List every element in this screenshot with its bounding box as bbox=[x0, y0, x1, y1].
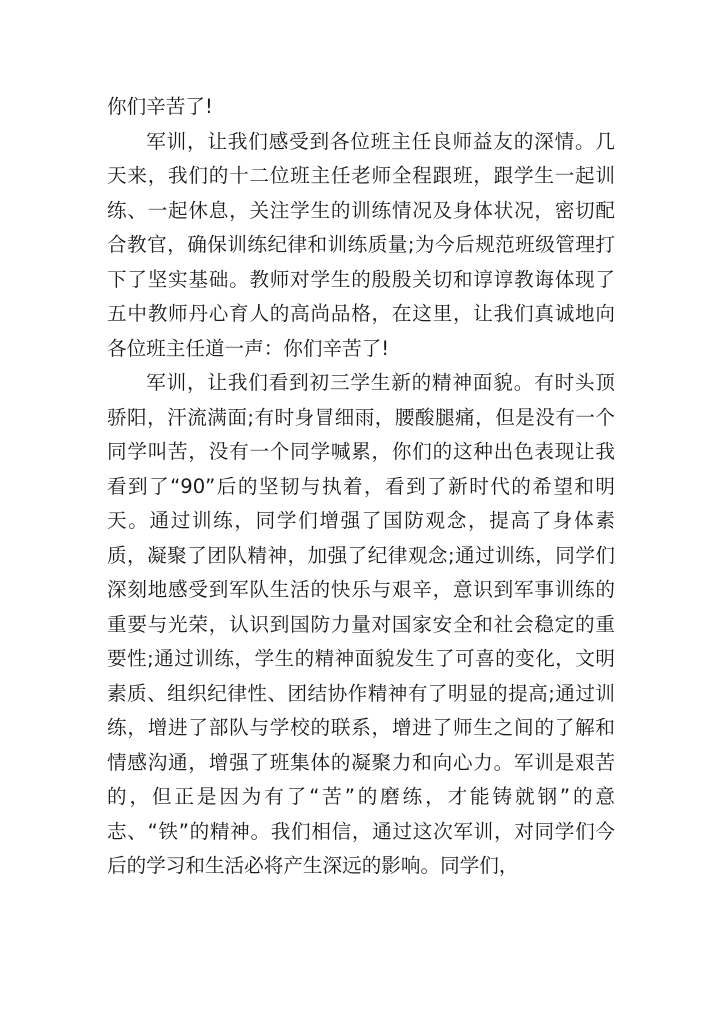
paragraph-teachers: 军训，让我们感受到各位班主任良师益友的深情。几天来，我们的十二位班主任老师全程跟班，跟学生一起训练、一起休息，关注学生的训练情况及身体状况，密切配合教官，确保训练纪律和训练质量;为今后规范班级管理打下了坚实基础。教师对学生的殷殷关切和谆谆教诲体现了五中教师丹心育人的高尚品格，在这里，让我们真诚地向各位班主任道一声：你们辛苦了! bbox=[107, 129, 615, 360]
paragraph-continuation: 你们辛苦了! bbox=[107, 95, 213, 118]
paragraph-students: 军训，让我们看到初三学生新的精神面貌。有时头顶骄阳，汗流满面;有时身冒细雨，腰酸腿痛，但是没有一个同学叫苦，没有一个同学喊累，你们的这种出色表现让我看到了“90”后的坚韧与执着，看到了新时代的希望和明天。通过训练，同学们增强了国防观念，提高了身体素质，凝聚了团队精神，加强了纪律观念;通过训练，同学们深刻地感受到军队生活的快乐与艰辛，意识到军事训练的重要与光荣，认识到国防力量对国家安全和社会稳定的重要性;通过训练，学生的精神面貌发生了可喜的变化，文明素质、组织纪律性、团结协作精神有了明显的提高;通过训练，增进了部队与学校的联系，增进了师生之间的了解和情感沟通，增强了班集体的凝聚力和向心力。军训是艰苦的，但正是因为有了“苦”的磨练，才能铸就钢”的意志、“铁”的精神。我们相信，通过这次军训，对同学们今后的学习和生活必将产生深远的影响。同学们， bbox=[107, 371, 615, 877]
body-text bbox=[107, 90, 615, 884]
